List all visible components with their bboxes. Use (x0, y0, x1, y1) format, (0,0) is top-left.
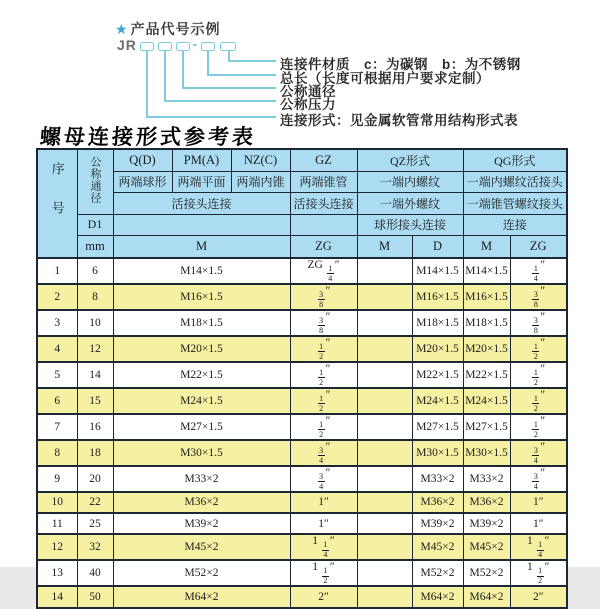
table-body (37, 258, 567, 608)
table-cell: 5 (37, 362, 77, 388)
table-cell: M22×1.5 (412, 362, 463, 388)
table-cell: 12 (77, 336, 113, 362)
table-cell (357, 362, 412, 388)
table-cell (357, 440, 412, 466)
star-icon: ★ (115, 21, 129, 37)
table-row (37, 258, 567, 284)
product-code-prefix: JR (117, 37, 137, 53)
table-cell: 11 (37, 513, 77, 534)
header-gz-code: GZ (290, 149, 357, 171)
header-pm-code: PM(A) (172, 149, 231, 171)
connector-line (164, 100, 276, 102)
table-cell: M27×1.5 (412, 414, 463, 440)
table-cell: 8 (37, 440, 77, 466)
table-cell: 14 (37, 586, 77, 607)
table-cell: $\frac{3}{4}$ ″ (510, 466, 567, 492)
table-row (37, 362, 567, 388)
header-union-connect: 活接头连接 (113, 193, 290, 215)
table-cell: 50 (77, 586, 113, 607)
header-qg-zg-unit: ZG (510, 236, 567, 258)
table-cell: 10 (37, 492, 77, 513)
table-cell: M39×2 (412, 513, 463, 534)
connector-line (146, 116, 276, 118)
table-cell: 14 (77, 362, 113, 388)
table-cell: $\frac{1}{2}$ ″ (510, 388, 567, 414)
table-cell: 10 (77, 310, 113, 336)
connector-line (228, 60, 276, 62)
table-cell: M24×1.5 (412, 388, 463, 414)
table-cell: 1″ (510, 492, 567, 513)
header-qz-m-unit: M (357, 236, 412, 258)
diagram-label-diameter: 公称通径 (280, 84, 336, 99)
header-q-code: Q(D) (113, 149, 172, 171)
header-blank (290, 214, 357, 236)
header-qz-code: QZ形式 (357, 149, 463, 171)
diagram-label-connection: 连接形式：见金属软管常用结构形式表 (280, 113, 518, 128)
connector-line (182, 50, 184, 88)
table-cell: M39×2 (463, 513, 510, 534)
table-cell: 32 (77, 534, 113, 560)
table-cell: M45×2 (412, 534, 463, 560)
table-row (37, 336, 567, 362)
table-cell: 1″ (290, 492, 357, 513)
table-cell (357, 414, 412, 440)
header-gz-union: 活接头连接 (290, 193, 357, 215)
header-blank (113, 214, 290, 236)
table-row (37, 492, 567, 513)
table-cell (357, 466, 412, 492)
diagram-label-pressure: 公称压力 (280, 97, 336, 112)
header-nz-code: NZ(C) (231, 149, 290, 171)
table-row (37, 466, 567, 492)
table-cell: $\frac{1}{2}$ ″ (290, 336, 357, 362)
table-cell: $\frac{1}{2}$ ″ (510, 336, 567, 362)
diagram-label-material: 连接件材质 c：为碳钢 b：为不锈钢 (280, 57, 521, 72)
table-cell: M30×1.5 (412, 440, 463, 466)
table-cell: M33×2 (463, 466, 510, 492)
table-row (37, 560, 567, 586)
table-cell: $\frac{3}{8}$ ″ (290, 310, 357, 336)
table-cell: M30×1.5 (113, 440, 290, 466)
table-cell: $\frac{3}{4}$ ″ (290, 466, 357, 492)
table-cell: 3 (37, 310, 77, 336)
table-cell: M52×2 (113, 560, 290, 586)
header-seq: 序号 (37, 149, 77, 258)
table-cell: M45×2 (113, 534, 290, 560)
table-cell: $\frac{1}{2}$ ″ (510, 362, 567, 388)
table-cell: M18×1.5 (113, 310, 290, 336)
table-cell: M52×2 (412, 560, 463, 586)
table-cell: 1″ (510, 513, 567, 534)
table-cell: $\frac{3}{8}$ ″ (290, 284, 357, 310)
header-dn: 公称通径 (77, 149, 113, 214)
table-row (37, 440, 567, 466)
table-cell (357, 586, 412, 607)
header-gz-sub: 两端锥管 (290, 171, 357, 193)
header-qg-connect: 连接 (463, 214, 567, 236)
table-cell (357, 560, 412, 586)
table-cell: 13 (37, 560, 77, 586)
header-qg-taper-joint: 一端锥管螺纹接头 (463, 193, 567, 215)
header-qz-ball-connect: 球形接头连接 (357, 214, 463, 236)
table-cell (357, 336, 412, 362)
table-cell: $\frac{1}{2}$ ″ (290, 362, 357, 388)
table-cell (357, 258, 412, 284)
diagram-heading-text: 产品代号示例 (130, 21, 221, 37)
header-mm: mm (77, 236, 113, 258)
table-row (37, 414, 567, 440)
table-cell: 1″ (290, 513, 357, 534)
table-cell: M16×1.5 (113, 284, 290, 310)
table-cell: 1 $\frac{1}{4}$ ″ (510, 534, 567, 560)
table-cell (357, 388, 412, 414)
header-q-sub: 两端球形 (113, 171, 172, 193)
table-cell: M20×1.5 (412, 336, 463, 362)
table-cell: M14×1.5 (412, 258, 463, 284)
table-cell: M30×1.5 (463, 440, 510, 466)
table-cell: 20 (77, 466, 113, 492)
table-cell (357, 310, 412, 336)
table-cell: ZG $\frac{1}{4}$ ″ (290, 258, 357, 284)
header-qz-d-unit: D (412, 236, 463, 258)
table-cell: 15 (77, 388, 113, 414)
header-qg-code: QG形式 (463, 149, 567, 171)
table-cell (357, 534, 412, 560)
table-cell: M16×1.5 (412, 284, 463, 310)
table-cell: 12 (37, 534, 77, 560)
table-cell: 1 $\frac{1}{4}$ ″ (290, 534, 357, 560)
table-title: 螺母连接形式参考表 (39, 124, 257, 149)
table-cell: 2″ (510, 586, 567, 607)
table-cell: 4 (37, 336, 77, 362)
table-row (37, 586, 567, 607)
table-cell (357, 513, 412, 534)
table-cell: $\frac{3}{4}$ ″ (510, 440, 567, 466)
table-cell: M36×2 (412, 492, 463, 513)
table-row (37, 513, 567, 534)
table-cell: $\frac{3}{4}$ ″ (290, 440, 357, 466)
table-cell: 18 (77, 440, 113, 466)
table-cell: M22×1.5 (113, 362, 290, 388)
table-cell: 9 (37, 466, 77, 492)
code-dash: - (192, 36, 198, 53)
table-cell: M45×2 (463, 534, 510, 560)
table-cell: 1 $\frac{1}{2}$ ″ (290, 560, 357, 586)
table-cell: M16×1.5 (463, 284, 510, 310)
table-cell: M36×2 (113, 492, 290, 513)
header-zg-unit: ZG (290, 236, 357, 258)
table-cell: M27×1.5 (463, 414, 510, 440)
table-cell: M22×1.5 (463, 362, 510, 388)
header-nz-sub: 两端内锥 (231, 171, 290, 193)
table-cell: 16 (77, 414, 113, 440)
table-cell: M14×1.5 (463, 258, 510, 284)
table-cell: 6 (37, 388, 77, 414)
table-cell: M24×1.5 (463, 388, 510, 414)
table-cell: $\frac{1}{2}$ ″ (290, 388, 357, 414)
table-cell: M64×2 (463, 586, 510, 607)
header-qz-sub: 一端内螺纹 (357, 171, 463, 193)
table-cell: M36×2 (463, 492, 510, 513)
table-cell (357, 284, 412, 310)
table-cell: 1 $\frac{1}{2}$ ″ (510, 560, 567, 586)
connector-line (182, 87, 276, 89)
table-cell: M27×1.5 (113, 414, 290, 440)
table-row (37, 534, 567, 560)
table-cell: 25 (77, 513, 113, 534)
table-cell: $\frac{3}{8}$ ″ (510, 310, 567, 336)
table-cell: M39×2 (113, 513, 290, 534)
table-cell (357, 492, 412, 513)
table-cell: M64×2 (412, 586, 463, 607)
header-qg-sub: 一端内螺纹活接头 (463, 171, 567, 193)
table-row (37, 388, 567, 414)
connector-line (207, 74, 276, 76)
table-cell: M20×1.5 (463, 336, 510, 362)
table-cell: 7 (37, 414, 77, 440)
header-pm-sub: 两端平面 (172, 171, 231, 193)
table-cell: 2″ (290, 586, 357, 607)
table-cell: 1 (37, 258, 77, 284)
table-row (37, 310, 567, 336)
table-cell: M14×1.5 (113, 258, 290, 284)
table-cell: $\frac{3}{8}$ ″ (510, 284, 567, 310)
table-cell: M18×1.5 (463, 310, 510, 336)
table-cell: M52×2 (463, 560, 510, 586)
table-cell: M18×1.5 (412, 310, 463, 336)
table-cell: 8 (77, 284, 113, 310)
header-qg-m-unit: M (463, 236, 510, 258)
table-cell: M64×2 (113, 586, 290, 607)
connector-line (207, 50, 209, 75)
header-qz-ext-thread: 一端外螺纹 (357, 193, 463, 215)
header-m-unit: M (113, 236, 290, 258)
table-cell: M24×1.5 (113, 388, 290, 414)
table-cell: $\frac{1}{4}$ ″ (510, 258, 567, 284)
table-header (37, 149, 567, 258)
diagram-heading (115, 19, 221, 39)
table-cell: $\frac{1}{2}$ ″ (290, 414, 357, 440)
connector-line (164, 50, 166, 101)
table-cell: 40 (77, 560, 113, 586)
table-cell: 22 (77, 492, 113, 513)
connector-line (146, 50, 148, 117)
table-cell: M33×2 (412, 466, 463, 492)
diagram-label-length: 总长（长度可根据用户要求定制） (280, 71, 490, 86)
table-cell: M20×1.5 (113, 336, 290, 362)
header-d1: D1 (77, 214, 113, 236)
table-cell: 2 (37, 284, 77, 310)
table-row (37, 284, 567, 310)
reference-table (36, 148, 568, 609)
table-cell: M33×2 (113, 466, 290, 492)
table-cell: 6 (77, 258, 113, 284)
table-cell: $\frac{1}{2}$ ″ (510, 414, 567, 440)
